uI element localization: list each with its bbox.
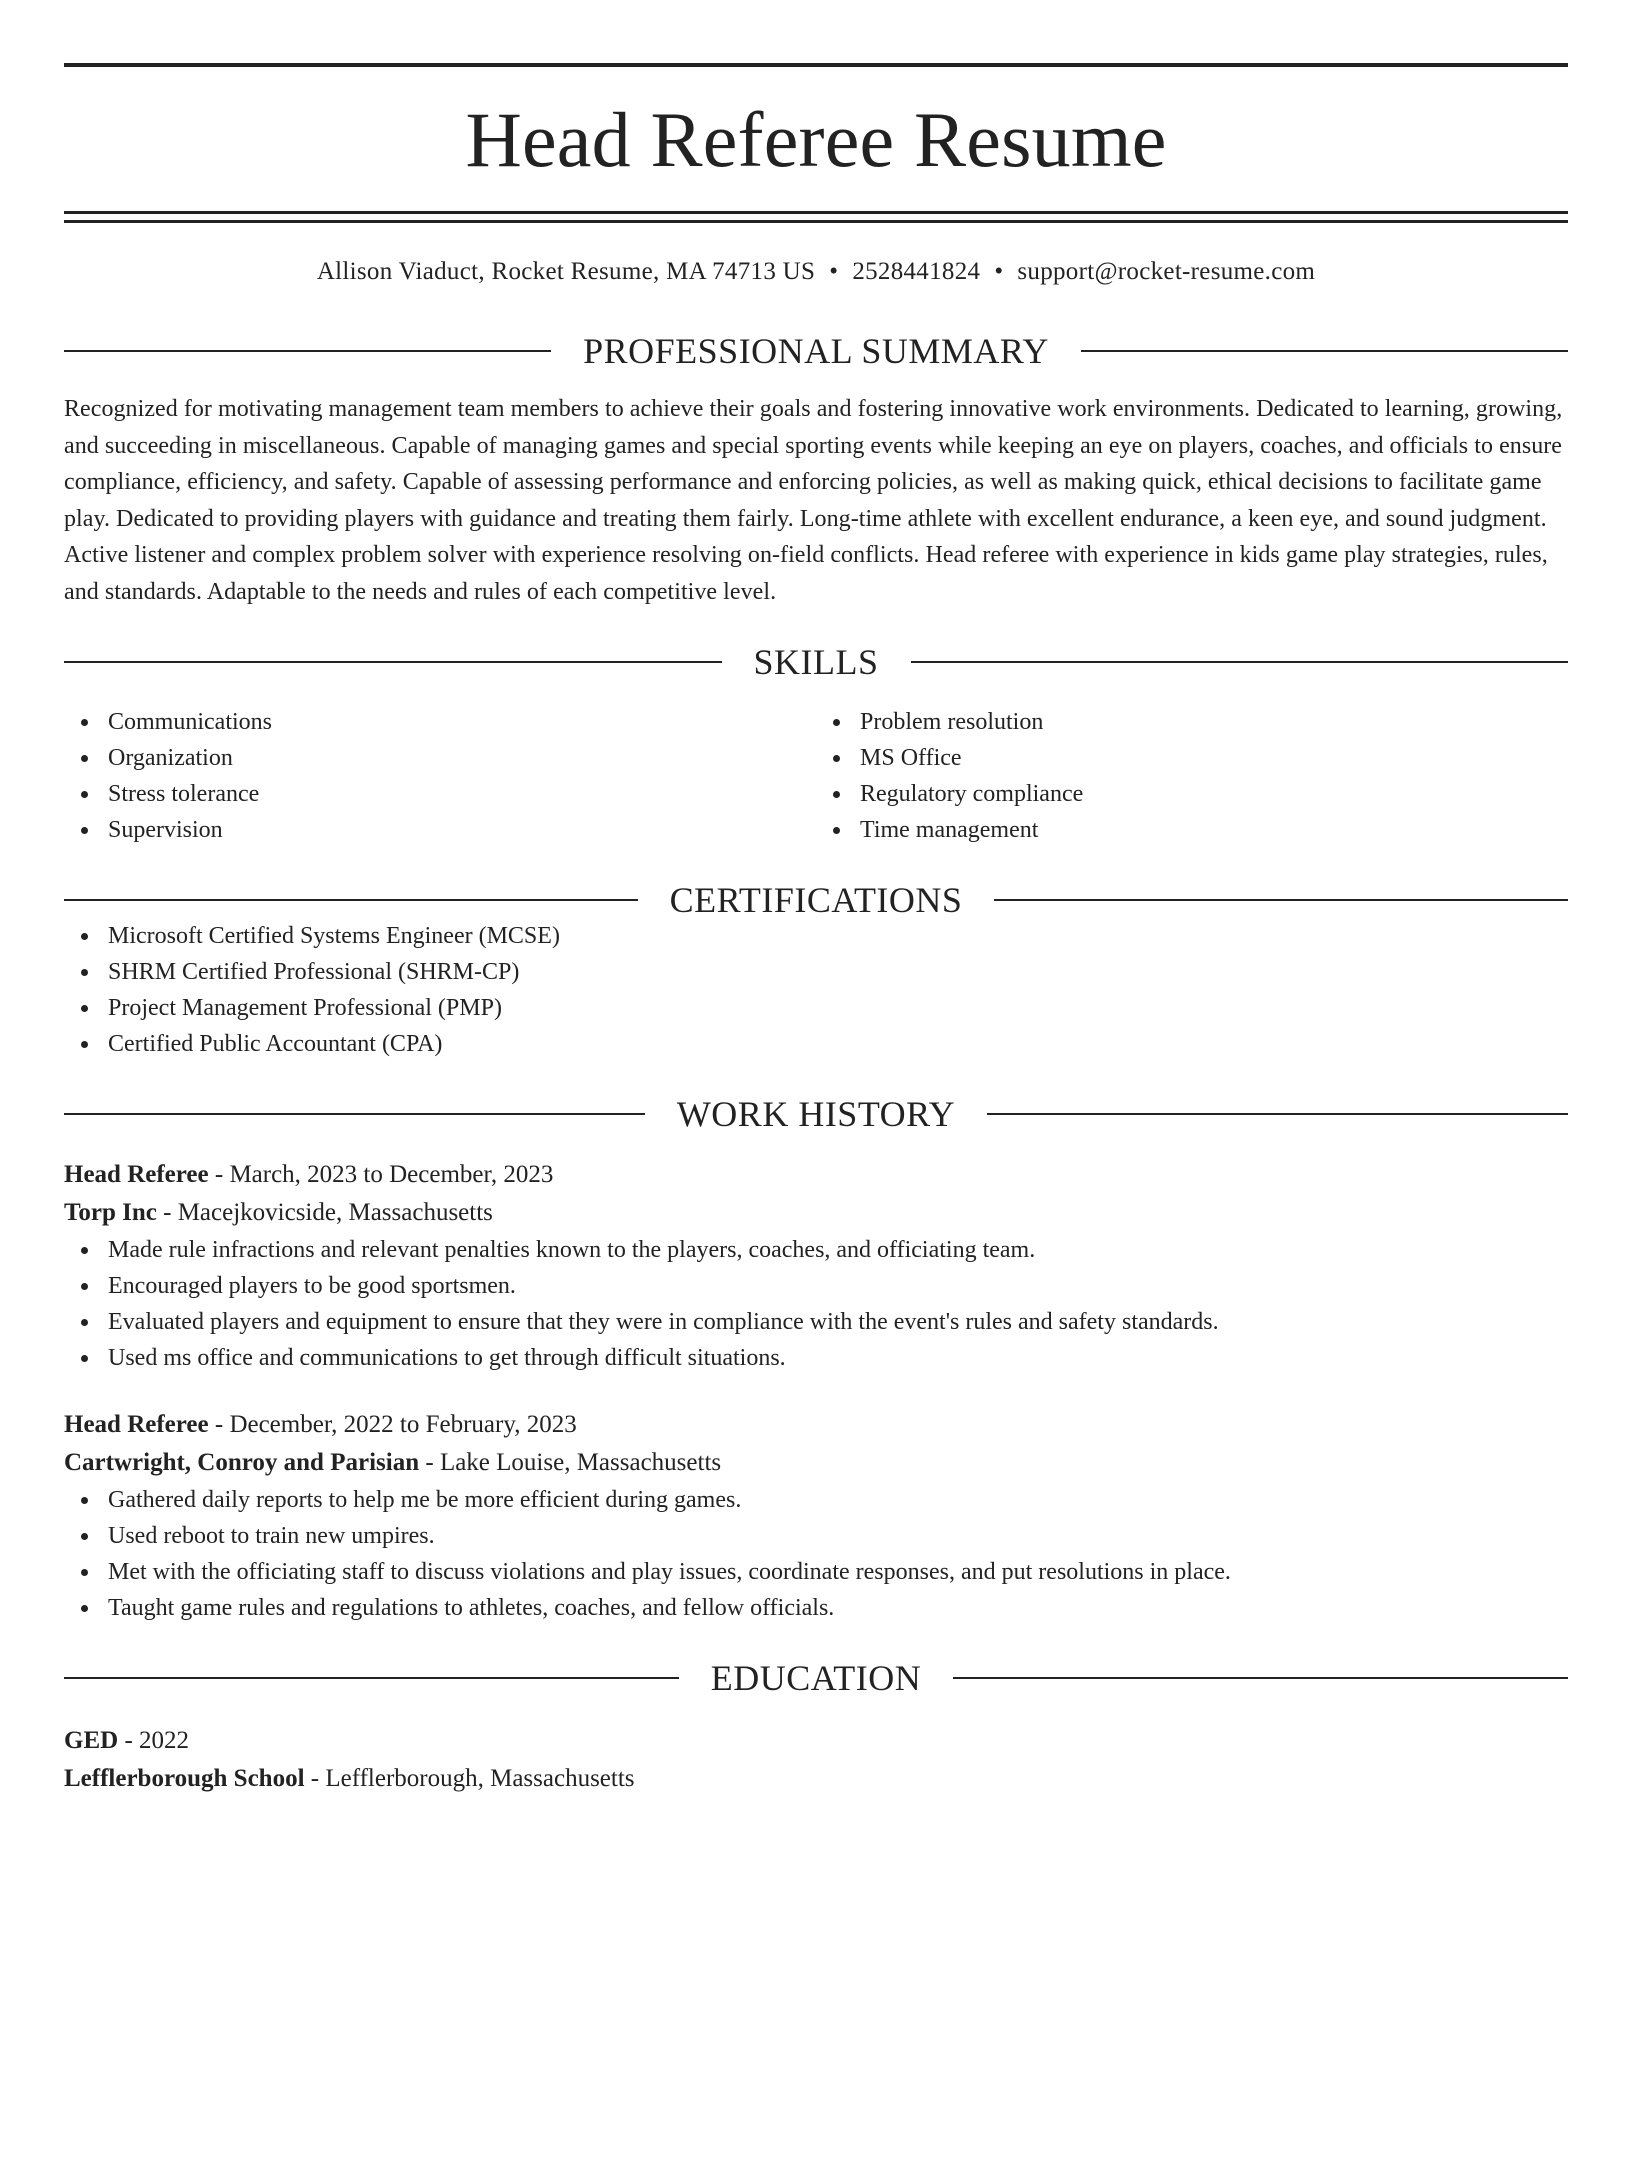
education-year: 2022 <box>139 1727 190 1754</box>
heading-rule <box>953 1677 1568 1679</box>
skills-list <box>64 704 1568 848</box>
job-bullet: Used reboot to train new umpires. <box>108 1518 1568 1554</box>
skill-item: Time management <box>860 812 1568 848</box>
job-bullet: Gathered daily reports to help me be more efficient during games. <box>108 1482 1568 1518</box>
job-company: Cartwright, Conroy and Parisian <box>64 1449 420 1476</box>
resume-title: Head Referee Resume <box>465 96 1167 183</box>
education-section-heading <box>64 1660 1568 1696</box>
contact-separator: • <box>829 258 839 285</box>
education-school: Lefflerborough School <box>64 1765 305 1792</box>
work-section-heading <box>64 1096 1568 1132</box>
contact-address: Allison Viaduct, Rocket Resume, MA 74713 US <box>316 258 816 285</box>
skill-item: Regulatory compliance <box>860 776 1568 812</box>
job-dates: December, 2022 to February, 2023 <box>229 1411 577 1438</box>
job-location: Lake Louise, Massachusetts <box>439 1449 722 1476</box>
heading-rule <box>64 1677 679 1679</box>
certification-item: Project Management Professional (PMP) <box>108 990 1568 1026</box>
job-company-line <box>64 1444 1568 1482</box>
skill-item: Problem resolution <box>860 704 1568 740</box>
skills-column-right <box>816 704 1568 848</box>
skill-item: Supervision <box>108 812 816 848</box>
education-school-line <box>64 1760 1568 1798</box>
contact-line <box>64 257 1568 287</box>
education-degree-line <box>64 1722 1568 1760</box>
skill-item: MS Office <box>860 740 1568 776</box>
job-title: Head Referee <box>64 1161 209 1188</box>
summary-heading-label: PROFESSIONAL SUMMARY <box>583 331 1049 371</box>
heading-rule <box>64 661 722 663</box>
job-bullet: Used ms office and communications to get through difficult situations. <box>108 1340 1568 1376</box>
job-entry <box>64 1156 1568 1376</box>
heading-rule <box>64 350 551 352</box>
summary-section-heading <box>64 333 1568 369</box>
heading-rule <box>911 661 1569 663</box>
work-heading-label: WORK HISTORY <box>676 1094 956 1134</box>
education-location: Lefflerborough, Massachusetts <box>325 1765 635 1792</box>
certification-item: SHRM Certified Professional (SHRM-CP) <box>108 954 1568 990</box>
education-entry <box>64 1722 1568 1798</box>
skill-item: Communications <box>108 704 816 740</box>
skills-section-heading <box>64 644 1568 680</box>
contact-phone: 2528441824 <box>852 258 981 285</box>
dash: - <box>310 1765 320 1792</box>
heading-rule <box>994 899 1568 901</box>
title-double-rule <box>64 211 1568 223</box>
dash: - <box>124 1727 133 1754</box>
dash: - <box>425 1449 434 1476</box>
education-degree: GED <box>64 1727 119 1754</box>
job-company-line <box>64 1194 1568 1232</box>
job-location: Macejkovicside, Massachusetts <box>177 1199 493 1226</box>
job-title-line <box>64 1156 1568 1194</box>
certifications-heading-label: CERTIFICATIONS <box>669 880 963 920</box>
top-rule <box>64 63 1568 67</box>
education-heading-label: EDUCATION <box>710 1658 922 1698</box>
dash: - <box>214 1411 224 1438</box>
job-bullets <box>64 1482 1568 1626</box>
skills-heading-label: SKILLS <box>753 642 879 682</box>
summary-text: Recognized for motivating management team members to achieve their goals and fostering innovative work environments. Dedicated to learning, growing, and succeeding in miscellaneous. Capable of managing games and special sporting events while keeping an eye on players, coaches, and officials to ensure compliance, efficiency, and safety. Capable of assessing performance and enforcing policies, as well as making quick, ethical decisions to facilitate game play. Dedicated to providing players with guidance and treating them fairly. Long-time athlete with excellent endurance, a keen eye, and sound judgment. Active listener and complex problem solver with experience resolving on-field conflicts. Head referee with experience in kids game play strategies, rules, and standards. Adaptable to the needs and rules of each competitive level. <box>64 396 1563 605</box>
certification-item: Microsoft Certified Systems Engineer (MCSE) <box>108 918 1568 954</box>
job-bullet: Evaluated players and equipment to ensure that they were in compliance with the event's rules and safety standards. <box>108 1304 1568 1340</box>
job-bullet: Encouraged players to be good sportsmen. <box>108 1268 1568 1304</box>
job-bullet: Met with the officiating staff to discuss violations and play issues, coordinate responses, and put resolutions in place. <box>108 1554 1568 1590</box>
job-bullet: Made rule infractions and relevant penalties known to the players, coaches, and officiating team. <box>108 1232 1568 1268</box>
resume-page <box>0 63 1632 2175</box>
skill-item: Stress tolerance <box>108 776 816 812</box>
job-title: Head Referee <box>64 1411 209 1438</box>
certifications-list <box>64 918 1568 1062</box>
skills-column-left <box>64 704 816 848</box>
heading-rule <box>1081 350 1568 352</box>
heading-rule <box>987 1113 1568 1115</box>
heading-rule <box>64 899 638 901</box>
job-company: Torp Inc <box>64 1199 157 1226</box>
job-entry <box>64 1406 1568 1626</box>
skill-item: Organization <box>108 740 816 776</box>
heading-rule <box>64 1113 645 1115</box>
certification-item: Certified Public Accountant (CPA) <box>108 1026 1568 1062</box>
contact-email: support@rocket-resume.com <box>1017 258 1316 285</box>
contact-separator: • <box>994 258 1004 285</box>
job-title-line <box>64 1406 1568 1444</box>
job-bullets <box>64 1232 1568 1376</box>
job-dates: March, 2023 to December, 2023 <box>229 1161 554 1188</box>
certifications-section-heading <box>64 882 1568 918</box>
dash: - <box>163 1199 172 1226</box>
job-bullet: Taught game rules and regulations to athletes, coaches, and fellow officials. <box>108 1590 1568 1626</box>
dash: - <box>214 1161 224 1188</box>
